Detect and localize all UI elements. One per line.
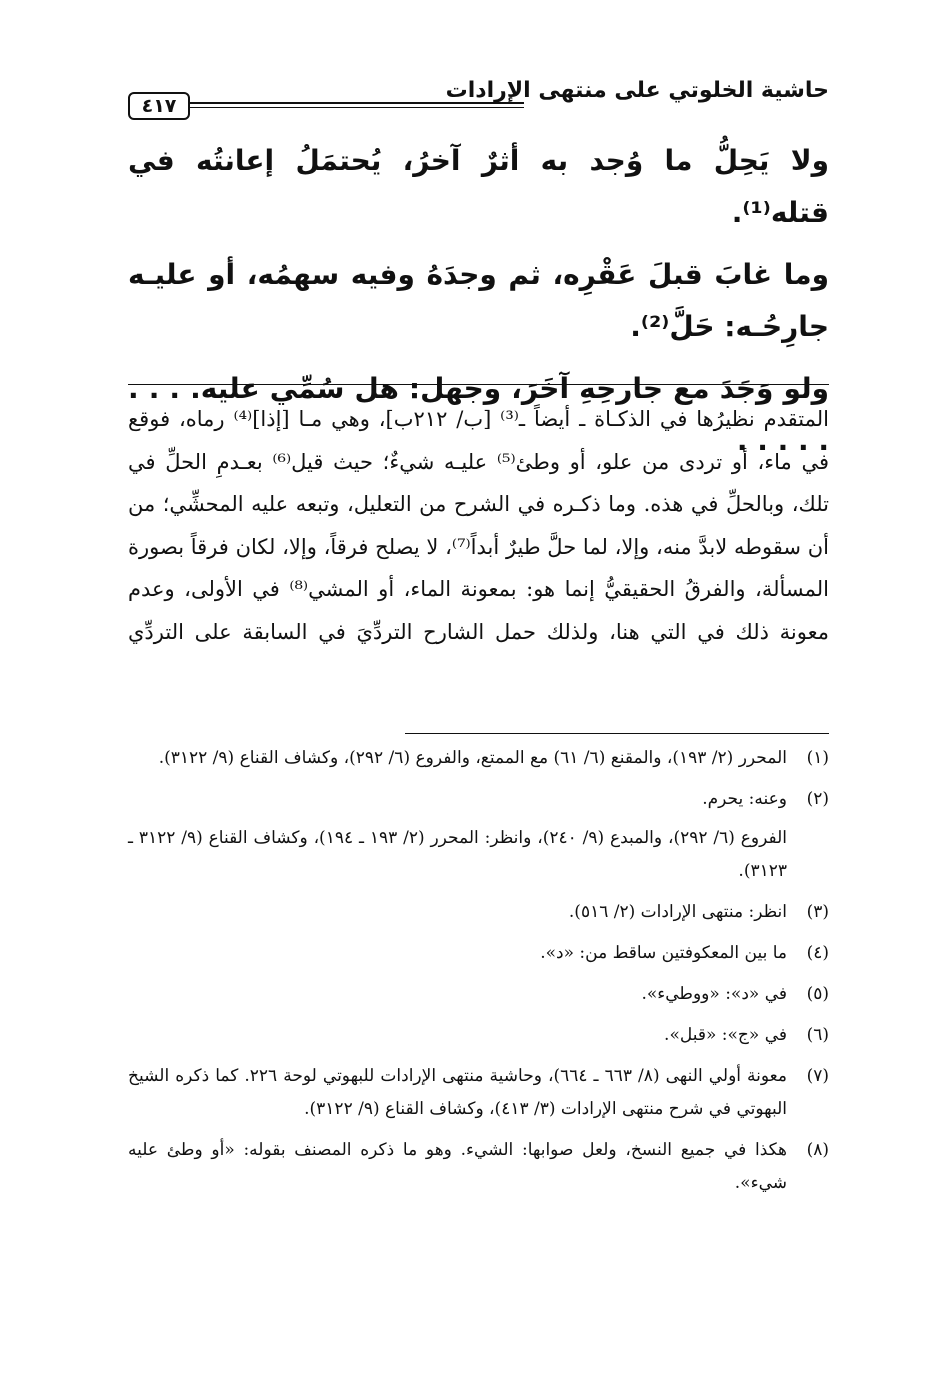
main-paragraph: ولو وَجَدَ مع جارحِهِ آخَرَ، وجهل: هل سُمِّي عليه. . . . . . . . . (128, 372, 829, 457)
page-header (128, 78, 829, 120)
footnote-text: هكذا في جميع النسخ، ولعل صوابها: الشيء. وهو ما ذكره المصنف بقوله: «أو وطئ عليه شيء». (128, 1140, 787, 1193)
header-rule (190, 102, 524, 104)
main-paragraph: وما غابَ قبلَ عَقْرِه، ثم وجدَهُ وفيه سهمُه، أو عليـه جارِحُـه: حَلَّ⁽²⁾. (128, 258, 829, 343)
footnote-number: (٦) (806, 1025, 829, 1045)
footnote-item (128, 1019, 829, 1052)
footnote-text: وعنه: يحرم. (702, 789, 787, 809)
commentary-text (128, 398, 829, 653)
commentary-divider (128, 384, 829, 385)
footnote-item (128, 783, 829, 816)
running-title: حاشية الخلوتي على منتهى الإرادات (445, 78, 829, 103)
footnote-number: (١) (806, 748, 829, 768)
main-paragraph: ولا يَحِلُّ ما وُجد به أثرٌ آخرُ، يُحتمَلُ إعانتُه في قتله⁽¹⁾. (128, 144, 829, 229)
footnote-number: (٢) (806, 789, 829, 809)
header-rule-thin (190, 107, 524, 108)
footnote-number: (٣) (806, 902, 829, 922)
footnote-item (128, 978, 829, 1011)
footnote-text: انظر: منتهى الإرادات (٢/ ٥١٦). (568, 902, 787, 922)
page-number: ٤١٧ (128, 92, 190, 120)
footnote-text: في «د»: «ووطيء». (641, 984, 787, 1004)
footnote-divider (405, 733, 829, 734)
footnote-number: (٧) (806, 1066, 829, 1086)
footnote-continuation: الفروع (٦/ ٢٩٢)، والمبدع (٩/ ٢٤٠)، وانظر: المحرر (٢/ ١٩٣ ـ ١٩٤)، وكشاف القناع (٩/ ٣١٢٢ ـ ٣١٢٣). (128, 828, 787, 881)
footnote-item (128, 896, 829, 929)
footnote-number: (٥) (806, 984, 829, 1004)
footnote-text: ما بين المعكوفتين ساقط من: «د». (540, 943, 787, 963)
commentary-paragraph: المتقدم نظيرُها في الذكـاة ـ أيضاً ـ⁽³⁾ [ب/ ٢١٢ب]، وهي مـا [إذا]⁽⁴⁾ رماه، فوقع في ماء، أو تردى من علو، أو وطئ⁽⁵⁾ عليـه شيءٌ؛ حيث قيل⁽⁶⁾ بعـدمِ الحلِّ في تلك، وبالحلِّ في هذه. وما ذكـره في الشرح من التعليل، وتبعه عليه المحشِّي؛ من أن سقوطه لابدَّ منه، وإلا، لما حلَّ طيرٌ أبداً⁽⁷⁾، لا يصلح فرقاً، وإلا، لكان فرقاً بصورة المسألة، والفرقُ الحقيقيُّ إنما هو: بمعونة الماء، أو المشي⁽⁸⁾ في الأولى، وعدم معونة ذلك في التي هنا، ولذلك حمل الشارح التردِّيَ في السابقة على التردِّي (128, 407, 829, 644)
footnote-item (128, 742, 829, 775)
footnote-item (128, 1134, 829, 1200)
footnote-item (128, 1060, 829, 1126)
footnotes (128, 742, 829, 1208)
footnote-text: في «ج»: «قبل». (664, 1025, 787, 1045)
footnote-item (128, 937, 829, 970)
footnote-text: معونة أولي النهى (٨/ ٦٦٣ ـ ٦٦٤)، وحاشية منتهى الإرادات للبهوتي لوحة ٢٢٦. كما ذكره الشيخ البهوتي في شرح منتهى الإرادات (٣/ ٤١٣)، وكشاف القناع (٩/ ٣١٢٢). (128, 1066, 787, 1119)
footnote-number: (٨) (806, 1140, 829, 1160)
footnote-text: المحرر (٢/ ١٩٣)، والمقنع (٦/ ٦١) مع الممتع، والفروع (٦/ ٢٩٢)، وكشاف القناع (٩/ ٣١٢٢). (158, 748, 787, 768)
footnote-number: (٤) (806, 943, 829, 963)
